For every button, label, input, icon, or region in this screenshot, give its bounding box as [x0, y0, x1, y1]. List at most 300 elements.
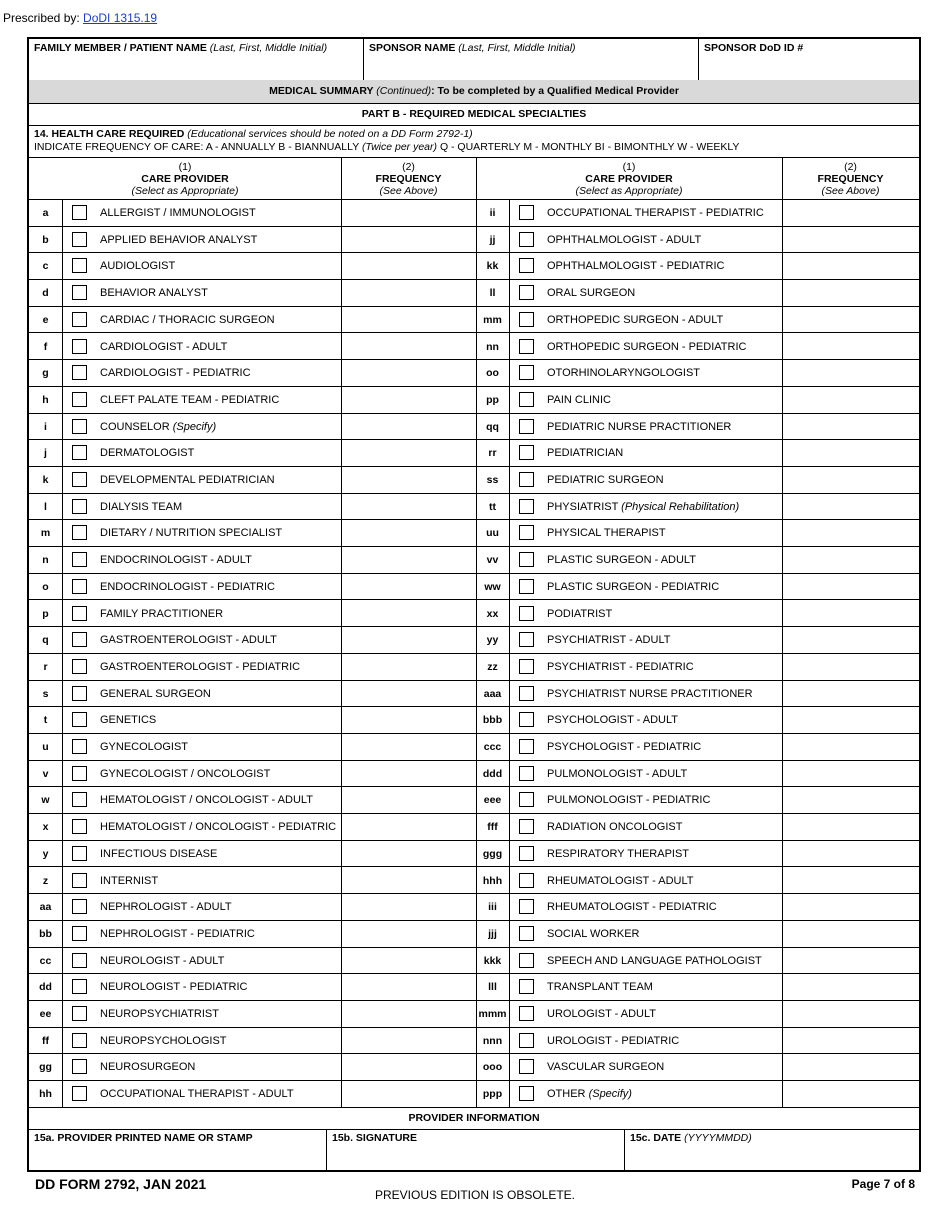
right-item-checkbox[interactable]	[519, 712, 534, 727]
right-item-label	[547, 574, 719, 600]
right-item-checkbox[interactable]	[519, 232, 534, 247]
right-item-checkbox[interactable]	[519, 1059, 534, 1074]
right-item-label-text: PULMONOLOGIST - ADULT	[547, 767, 688, 780]
right-item-label-text: PEDIATRIC NURSE PRACTITIONER	[547, 420, 732, 433]
left-item-checkbox[interactable]	[72, 525, 87, 540]
right-item-label	[547, 814, 682, 840]
signature-field[interactable]	[327, 1130, 625, 1170]
column-number: (1)	[178, 161, 192, 173]
right-item-label	[547, 280, 635, 306]
left-item-label-text: NEPHROLOGIST - PEDIATRIC	[100, 927, 255, 940]
table-row	[29, 253, 919, 280]
form-page	[27, 37, 921, 1172]
left-item-frequency-field[interactable]	[341, 761, 476, 787]
left-item-frequency-field[interactable]	[341, 1028, 476, 1054]
right-item-letter: rr	[488, 447, 497, 460]
obsolete-notice: PREVIOUS EDITION IS OBSOLETE.	[374, 1188, 576, 1202]
right-item-checkbox[interactable]	[519, 285, 534, 300]
table-row	[29, 921, 919, 948]
left-item-letter: k	[42, 474, 49, 486]
left-item-checkbox[interactable]	[72, 686, 87, 701]
right-item-frequency-field[interactable]	[782, 200, 919, 226]
left-item-checkbox[interactable]	[72, 1059, 87, 1074]
left-item-frequency-field[interactable]	[341, 307, 476, 333]
right-item-label-text: PLASTIC SURGEON - PEDIATRIC	[547, 580, 720, 593]
left-item-frequency-field[interactable]	[341, 868, 476, 894]
right-item-frequency-field[interactable]	[782, 253, 919, 279]
date-label: 15c. DATE	[630, 1132, 682, 1144]
left-item-frequency-field[interactable]	[341, 574, 476, 600]
table-row	[29, 387, 919, 414]
right-item-frequency-field[interactable]	[782, 520, 919, 546]
right-item-frequency-field[interactable]	[782, 654, 919, 680]
left-item-label	[100, 894, 232, 920]
left-item-checkbox[interactable]	[72, 445, 87, 460]
right-item-checkbox[interactable]	[519, 846, 534, 861]
right-item-checkbox[interactable]	[519, 606, 534, 621]
right-item-letter: kkk	[483, 954, 502, 967]
left-item-label	[100, 814, 336, 840]
left-item-frequency-field[interactable]	[341, 948, 476, 974]
table-row	[29, 360, 919, 387]
left-item-checkbox[interactable]	[72, 552, 87, 567]
right-item-label	[547, 547, 696, 573]
left-item-checkbox[interactable]	[72, 979, 87, 994]
left-item-checkbox[interactable]	[72, 499, 87, 514]
prescribed-link[interactable]: DoDI 1315.19	[83, 11, 158, 25]
left-item-label-text: NEUROLOGIST - ADULT	[100, 954, 225, 967]
right-item-letter: ggg	[482, 847, 503, 860]
right-item-checkbox[interactable]	[519, 819, 534, 834]
table-row	[29, 307, 919, 334]
right-item-frequency-field[interactable]	[782, 948, 919, 974]
right-item-letter: mmm	[478, 1008, 507, 1020]
left-item-label	[100, 707, 156, 733]
right-item-checkbox[interactable]	[519, 552, 534, 567]
right-item-frequency-field[interactable]	[782, 307, 919, 333]
left-item-label-text: ENDOCRINOLOGIST - PEDIATRIC	[100, 580, 276, 593]
left-item-label-text: GENETICS	[100, 714, 157, 727]
left-item-letter: h	[42, 393, 49, 406]
left-item-checkbox[interactable]	[72, 365, 87, 380]
right-item-checkbox[interactable]	[519, 766, 534, 781]
left-item-label-italic: (Specify)	[172, 420, 217, 433]
left-item-frequency-field[interactable]	[341, 387, 476, 413]
left-item-letter: i	[44, 420, 47, 433]
right-item-letter: ww	[484, 580, 501, 593]
right-item-label-text: PSYCHIATRIST - ADULT	[547, 634, 671, 647]
frequency-legend-suffix: Q - QUARTERLY M - MONTHLY BI - BIMONTHLY W - WEEKLY	[439, 141, 740, 153]
right-item-frequency-field[interactable]	[782, 494, 919, 520]
sponsor-name-hint: (Last, First, Middle Initial)	[458, 42, 576, 54]
right-item-checkbox[interactable]	[519, 445, 534, 460]
left-item-checkbox[interactable]	[72, 792, 87, 807]
right-item-label-text: OTORHINOLARYNGOLOGIST	[547, 367, 701, 380]
provider-name-field[interactable]	[29, 1130, 327, 1170]
right-item-label	[547, 601, 612, 627]
sponsor-name-field[interactable]	[364, 39, 699, 80]
left-item-frequency-field[interactable]	[341, 227, 476, 253]
right-item-checkbox[interactable]	[519, 258, 534, 273]
left-item-letter: p	[42, 607, 49, 620]
right-item-checkbox[interactable]	[519, 792, 534, 807]
left-item-letter: s	[42, 687, 49, 700]
right-item-label-text: PSYCHOLOGIST - ADULT	[547, 714, 679, 727]
right-item-letter: iii	[488, 901, 497, 914]
column-title: CARE PROVIDER	[141, 173, 229, 185]
right-item-label-text: PEDIATRIC SURGEON	[547, 474, 664, 486]
right-item-label	[547, 227, 701, 253]
left-item-checkbox[interactable]	[72, 205, 87, 220]
left-item-label-text: GENERAL SURGEON	[100, 687, 211, 700]
page-number: Page 7 of 8	[851, 1177, 915, 1191]
left-item-letter: cc	[39, 954, 52, 967]
right-item-letter: mm	[483, 313, 502, 326]
sponsor-name-label: SPONSOR NAME	[369, 42, 456, 54]
left-item-label-text: DIALYSIS TEAM	[100, 500, 183, 513]
right-item-frequency-field[interactable]	[782, 440, 919, 466]
item-14-note: (Educational services should be noted on a DD Form 2792-1)	[187, 128, 473, 140]
right-item-label-text: RHEUMATOLOGIST - PEDIATRIC	[547, 901, 717, 914]
provider-name-label: 15a. PROVIDER PRINTED NAME OR STAMP	[34, 1132, 253, 1144]
right-item-frequency-field[interactable]	[782, 841, 919, 867]
left-item-label	[100, 547, 252, 573]
right-item-frequency-field[interactable]	[782, 761, 919, 787]
column-number: (1)	[622, 161, 636, 173]
patient-name-field[interactable]	[29, 39, 364, 80]
right-item-letter: jj	[489, 233, 496, 246]
right-item-checkbox[interactable]	[519, 873, 534, 888]
right-item-label	[547, 868, 694, 894]
left-item-frequency-field[interactable]	[341, 894, 476, 920]
right-item-label	[547, 253, 724, 279]
right-item-letter: qq	[486, 420, 499, 433]
left-item-label	[100, 1054, 195, 1080]
right-item-frequency-field[interactable]	[782, 1054, 919, 1080]
left-item-label	[100, 414, 216, 440]
right-item-label	[547, 467, 664, 493]
right-item-letter: ddd	[482, 767, 503, 780]
column-number: (2)	[844, 161, 857, 173]
left-item-letter: d	[42, 287, 49, 300]
left-item-frequency-field[interactable]	[341, 253, 476, 279]
left-item-frequency-field[interactable]	[341, 520, 476, 546]
left-item-letter: m	[40, 527, 51, 540]
left-item-frequency-field[interactable]	[341, 280, 476, 306]
left-item-checkbox[interactable]	[72, 1006, 87, 1021]
right-item-letter: hhh	[482, 874, 503, 887]
table-row	[29, 1028, 919, 1055]
right-item-checkbox[interactable]	[519, 205, 534, 220]
right-item-label	[547, 787, 710, 813]
right-item-label-text: PSYCHOLOGIST - PEDIATRIC	[547, 741, 702, 753]
left-item-frequency-field[interactable]	[341, 841, 476, 867]
right-item-checkbox[interactable]	[519, 499, 534, 514]
left-item-frequency-field[interactable]	[341, 334, 476, 360]
right-item-frequency-field[interactable]	[782, 681, 919, 707]
left-item-label	[100, 253, 175, 279]
left-item-frequency-field[interactable]	[341, 467, 476, 493]
right-item-label	[547, 414, 731, 440]
right-item-label	[547, 1001, 656, 1027]
left-item-checkbox[interactable]	[72, 659, 87, 674]
left-item-label-text: GASTROENTEROLOGIST - ADULT	[100, 634, 277, 647]
right-item-label	[547, 200, 764, 226]
left-item-checkbox[interactable]	[72, 579, 87, 594]
left-item-label	[100, 387, 279, 413]
table-row	[29, 1001, 919, 1028]
right-item-frequency-field[interactable]	[782, 227, 919, 253]
right-item-label	[547, 948, 762, 974]
left-item-label	[100, 654, 300, 680]
left-item-frequency-field[interactable]	[341, 547, 476, 573]
right-item-label-text: ORTHOPEDIC SURGEON - PEDIATRIC	[547, 340, 747, 353]
left-item-label-text: HEMATOLOGIST / ONCOLOGIST - PEDIATRIC	[100, 821, 337, 834]
left-item-letter: j	[44, 447, 47, 460]
right-item-label	[547, 734, 701, 760]
right-item-label	[547, 387, 611, 413]
right-item-label	[547, 654, 694, 680]
right-item-frequency-field[interactable]	[782, 467, 919, 493]
left-item-frequency-field[interactable]	[341, 627, 476, 653]
right-item-checkbox[interactable]	[519, 472, 534, 487]
column-title: FREQUENCY	[375, 173, 442, 185]
left-item-frequency-field[interactable]	[341, 440, 476, 466]
right-item-label	[547, 841, 689, 867]
left-item-checkbox[interactable]	[72, 846, 87, 861]
right-item-letter: fff	[487, 821, 498, 834]
column-hint: (Select as Appropriate)	[575, 185, 683, 197]
left-item-checkbox[interactable]	[72, 232, 87, 247]
left-item-letter: gg	[39, 1061, 52, 1074]
patient-name-label: FAMILY MEMBER / PATIENT NAME	[34, 42, 207, 54]
right-item-checkbox[interactable]	[519, 1006, 534, 1021]
left-item-label-text: NEUROPSYCHOLOGIST	[100, 1034, 227, 1047]
right-item-letter: aaa	[483, 687, 502, 700]
right-item-frequency-field[interactable]	[782, 1081, 919, 1107]
left-item-checkbox[interactable]	[72, 819, 87, 834]
left-item-label	[100, 200, 256, 226]
right-item-frequency-field[interactable]	[782, 601, 919, 627]
left-item-checkbox[interactable]	[72, 339, 87, 354]
left-item-frequency-field[interactable]	[341, 654, 476, 680]
right-item-letter: bbb	[482, 714, 503, 727]
right-item-letter: eee	[483, 794, 502, 807]
right-item-checkbox[interactable]	[519, 739, 534, 754]
right-item-label	[547, 974, 653, 1000]
left-item-label-text: NEUROLOGIST - PEDIATRIC	[100, 981, 248, 994]
left-item-checkbox[interactable]	[72, 899, 87, 914]
date-hint: (YYYYMMDD)	[684, 1132, 752, 1144]
table-row	[29, 440, 919, 467]
left-item-checkbox[interactable]	[72, 312, 87, 327]
item-14-label: 14. HEALTH CARE REQUIRED	[34, 128, 185, 140]
right-item-frequency-field[interactable]	[782, 334, 919, 360]
table-row	[29, 414, 919, 441]
table-row	[29, 574, 919, 601]
left-item-checkbox[interactable]	[72, 1033, 87, 1048]
right-item-frequency-field[interactable]	[782, 360, 919, 386]
table-row	[29, 868, 919, 895]
left-item-checkbox[interactable]	[72, 873, 87, 888]
left-item-label	[100, 921, 255, 947]
right-item-frequency-field[interactable]	[782, 868, 919, 894]
left-item-checkbox[interactable]	[72, 472, 87, 487]
right-item-checkbox[interactable]	[519, 1086, 534, 1101]
right-item-frequency-field[interactable]	[782, 787, 919, 813]
table-row	[29, 200, 919, 227]
right-item-frequency-field[interactable]	[782, 734, 919, 760]
prescribed-label: Prescribed by:	[3, 11, 80, 25]
left-item-frequency-field[interactable]	[341, 734, 476, 760]
left-item-letter: w	[41, 794, 50, 807]
left-item-label	[100, 467, 275, 493]
left-item-frequency-field[interactable]	[341, 974, 476, 1000]
table-row	[29, 814, 919, 841]
left-item-checkbox[interactable]	[72, 392, 87, 407]
right-item-checkbox[interactable]	[519, 312, 534, 327]
right-item-label-text: PODIATRIST	[547, 607, 613, 620]
right-item-label-text: ORAL SURGEON	[547, 287, 636, 300]
right-item-label	[547, 921, 640, 947]
left-item-letter: g	[42, 367, 49, 380]
right-item-checkbox[interactable]	[519, 926, 534, 941]
right-item-frequency-field[interactable]	[782, 627, 919, 653]
right-item-checkbox[interactable]	[519, 632, 534, 647]
left-item-checkbox[interactable]	[72, 926, 87, 941]
date-field[interactable]	[625, 1130, 919, 1170]
left-item-letter: t	[43, 714, 48, 727]
right-item-checkbox[interactable]	[519, 979, 534, 994]
left-item-letter: x	[42, 821, 49, 834]
right-item-frequency-field[interactable]	[782, 280, 919, 306]
left-item-frequency-field[interactable]	[341, 200, 476, 226]
left-item-letter: b	[42, 233, 49, 246]
right-item-label-italic: (Physical Rehabilitation)	[621, 500, 740, 513]
right-item-letter: ll	[489, 287, 496, 300]
left-item-frequency-field[interactable]	[341, 1081, 476, 1107]
left-item-letter: q	[42, 634, 49, 647]
left-item-label-text: AUDIOLOGIST	[100, 260, 176, 273]
left-item-frequency-field[interactable]	[341, 787, 476, 813]
column-title: FREQUENCY	[817, 173, 884, 185]
left-item-frequency-field[interactable]	[341, 921, 476, 947]
left-item-label-text: NEPHROLOGIST - ADULT	[100, 901, 232, 914]
left-item-frequency-field[interactable]	[341, 1054, 476, 1080]
table-row	[29, 601, 919, 628]
left-item-frequency-field[interactable]	[341, 360, 476, 386]
column-divider	[782, 158, 783, 1108]
right-item-frequency-field[interactable]	[782, 974, 919, 1000]
right-item-frequency-field[interactable]	[782, 387, 919, 413]
left-item-checkbox[interactable]	[72, 1086, 87, 1101]
left-item-letter: c	[42, 260, 49, 273]
left-item-frequency-field[interactable]	[341, 814, 476, 840]
right-item-frequency-field[interactable]	[782, 707, 919, 733]
right-item-letter: yy	[486, 634, 499, 647]
right-item-checkbox[interactable]	[519, 419, 534, 434]
left-item-label	[100, 334, 227, 360]
right-item-checkbox[interactable]	[519, 953, 534, 968]
left-item-letter: l	[44, 500, 47, 513]
left-item-label-text: DEVELOPMENTAL PEDIATRICIAN	[100, 474, 275, 486]
left-item-frequency-field[interactable]	[341, 681, 476, 707]
right-item-frequency-field[interactable]	[782, 414, 919, 440]
sponsor-id-field[interactable]	[699, 39, 919, 80]
left-item-frequency-field[interactable]	[341, 601, 476, 627]
form-number: DD FORM 2792, JAN 2021	[35, 1176, 207, 1192]
right-item-checkbox[interactable]	[519, 579, 534, 594]
left-item-frequency-field[interactable]	[341, 1001, 476, 1027]
left-item-label-text: GYNECOLOGIST	[100, 741, 189, 753]
left-item-letter: y	[42, 847, 49, 860]
left-item-checkbox[interactable]	[72, 258, 87, 273]
right-item-letter: uu	[486, 527, 499, 540]
right-item-frequency-field[interactable]	[782, 894, 919, 920]
left-item-label-text: GYNECOLOGIST / ONCOLOGIST	[100, 767, 271, 780]
right-item-frequency-field[interactable]	[782, 574, 919, 600]
right-item-label-text: PHYSIATRIST	[547, 500, 619, 513]
right-item-letter: xx	[486, 607, 499, 620]
sponsor-id-label: SPONSOR DoD ID #	[704, 42, 804, 54]
left-item-checkbox[interactable]	[72, 632, 87, 647]
right-item-checkbox[interactable]	[519, 899, 534, 914]
left-item-letter: z	[42, 874, 49, 887]
column-hint: (See Above)	[821, 185, 880, 197]
left-item-letter: aa	[39, 901, 52, 914]
right-item-checkbox[interactable]	[519, 525, 534, 540]
left-item-checkbox[interactable]	[72, 285, 87, 300]
left-item-checkbox[interactable]	[72, 766, 87, 781]
right-item-checkbox[interactable]	[519, 365, 534, 380]
right-item-frequency-field[interactable]	[782, 1028, 919, 1054]
right-item-checkbox[interactable]	[519, 1033, 534, 1048]
right-item-letter: lll	[488, 981, 497, 994]
right-item-letter: vv	[486, 554, 499, 567]
left-item-frequency-field[interactable]	[341, 494, 476, 520]
right-item-label-text: PSYCHIATRIST - PEDIATRIC	[547, 660, 694, 673]
left-item-label	[100, 494, 182, 520]
left-item-frequency-field[interactable]	[341, 414, 476, 440]
left-item-label-text: INFECTIOUS DISEASE	[100, 847, 218, 860]
right-item-checkbox[interactable]	[519, 339, 534, 354]
left-item-frequency-field[interactable]	[341, 707, 476, 733]
right-item-checkbox[interactable]	[519, 392, 534, 407]
right-item-frequency-field[interactable]	[782, 921, 919, 947]
right-item-label-text: PEDIATRICIAN	[547, 447, 624, 460]
frequency-legend-prefix: INDICATE FREQUENCY OF CARE: A - ANNUALLY B - BIANNUALLY	[34, 141, 360, 153]
frequency-legend-italic: (Twice per year)	[361, 141, 438, 153]
table-row	[29, 1081, 919, 1108]
left-item-label	[100, 734, 188, 760]
right-item-label-italic: (Specify)	[588, 1088, 632, 1101]
right-item-checkbox[interactable]	[519, 659, 534, 674]
right-item-letter: kk	[486, 260, 499, 273]
right-item-label-text: VASCULAR SURGEON	[547, 1061, 665, 1074]
left-item-label-text: NEUROPSYCHIATRIST	[100, 1008, 219, 1020]
right-item-frequency-field[interactable]	[782, 547, 919, 573]
right-item-frequency-field[interactable]	[782, 1001, 919, 1027]
left-item-checkbox[interactable]	[72, 419, 87, 434]
left-item-checkbox[interactable]	[72, 606, 87, 621]
left-item-checkbox[interactable]	[72, 953, 87, 968]
right-item-label	[547, 761, 687, 787]
right-item-frequency-field[interactable]	[782, 814, 919, 840]
left-item-checkbox[interactable]	[72, 712, 87, 727]
right-item-checkbox[interactable]	[519, 686, 534, 701]
left-item-checkbox[interactable]	[72, 739, 87, 754]
left-item-label	[100, 868, 158, 894]
